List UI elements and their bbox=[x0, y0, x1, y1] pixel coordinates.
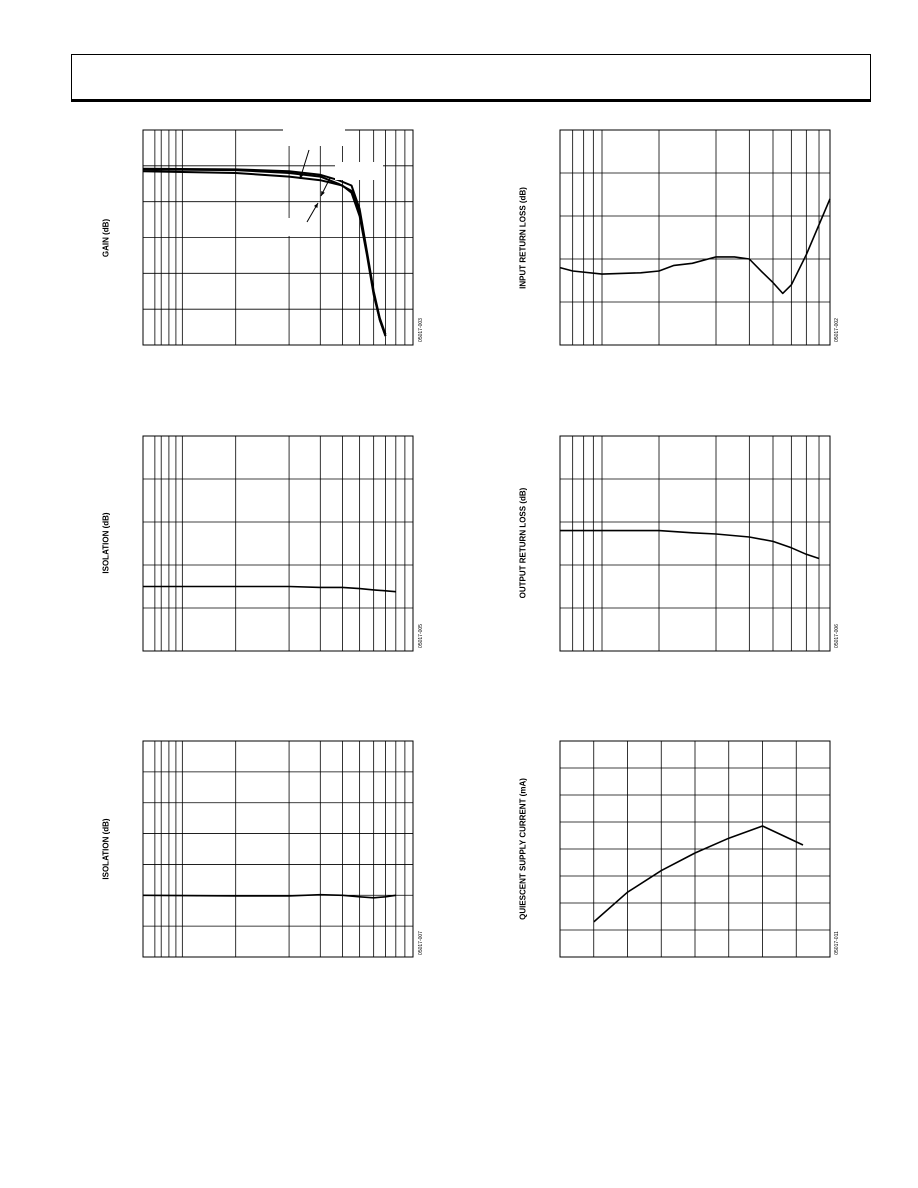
figure-id: 05017-005 bbox=[418, 624, 424, 648]
figure-id: 05017-002 bbox=[834, 318, 840, 342]
y-axis-label: QUIESCENT SUPPLY CURRENT (mA) bbox=[518, 778, 528, 920]
figure-id: 05017-006 bbox=[834, 624, 840, 648]
y-axis-label: ISOLATION (dB) bbox=[101, 512, 111, 574]
y-axis-label: ISOLATION (dB) bbox=[101, 818, 111, 880]
figure-id: 05017-011 bbox=[834, 931, 840, 955]
series-line-1 bbox=[594, 826, 803, 922]
y-axis-label: GAIN (dB) bbox=[101, 218, 111, 258]
y-axis-label: OUTPUT RETURN LOSS (dB) bbox=[518, 487, 528, 599]
figure-id: 05017-007 bbox=[418, 931, 424, 955]
figure-id: 05017-003 bbox=[418, 318, 424, 342]
y-axis-label: INPUT RETURN LOSS (dB) bbox=[518, 187, 528, 289]
